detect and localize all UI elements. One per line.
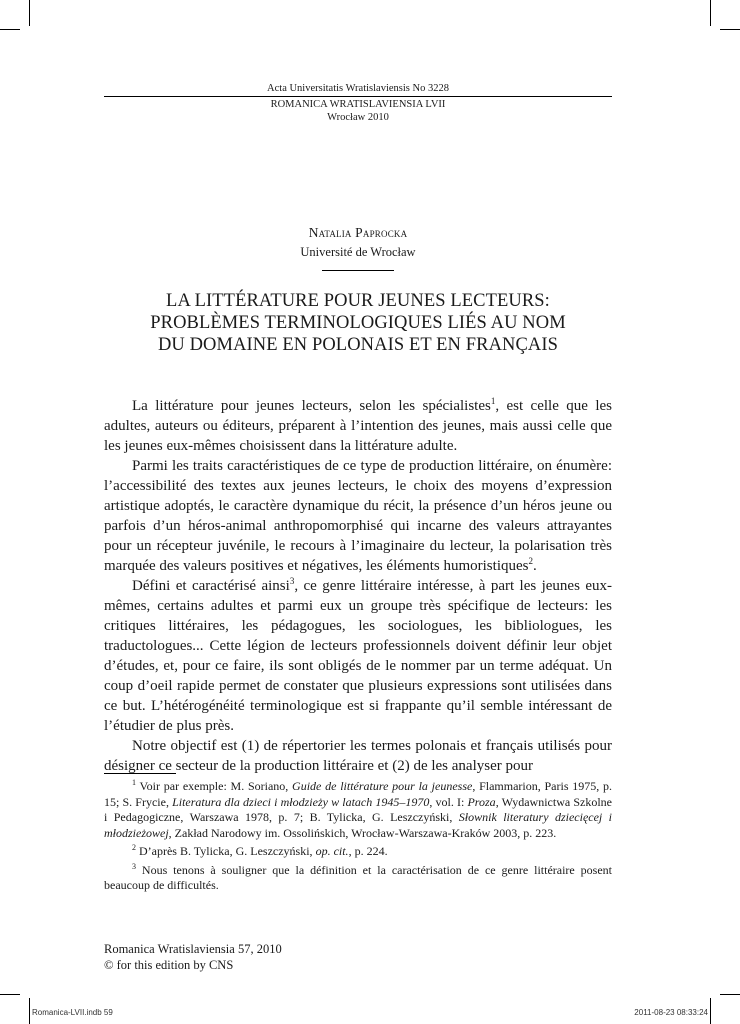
running-header [104,82,612,124]
fn1-title-1: Guide de littérature pour la jeunesse [292,779,473,793]
paragraph-3 [104,576,612,736]
fn1-text-b: , Flammarion, Paris 1975, p. 15; S. Frycie, [104,779,612,809]
footnote-ref-2: 2 [528,556,533,566]
footnote-1-number: 1 [132,778,136,787]
author-name: Natalia Paprocka [308,225,408,240]
p1-text-a: La littérature pour jeunes lecteurs, selon les spécialistes [132,398,491,414]
crop-mark-top-left-h [0,29,20,30]
crop-mark-bottom-right [710,998,711,1024]
fn1-title-3: Proza [467,794,496,809]
footnote-ref-3: 3 [289,576,295,586]
author-separator [322,270,394,271]
header-series: Acta Universitatis Wratislaviensis No 3228 [267,83,449,94]
crop-mark-bottom-left-h [0,994,20,995]
footnote-2-number: 2 [132,843,136,852]
page-footer [104,941,282,973]
fn1-title-4: Słownik literatury dziecięcej i młodzieżowej [104,810,612,840]
article-body [104,396,612,776]
header-rule [104,96,612,97]
fn1-text-c: , vol. I: [429,794,468,809]
crop-mark-bottom-right-h [720,994,740,995]
fn2-title: op. cit. [315,844,349,858]
fn1-text-a: Voir par exemple: M. Soriano, [139,779,293,793]
footnote-1 [104,779,612,841]
fn2-text-b: , p. 224. [348,844,388,858]
print-slug-timestamp: 2011-08-23 08:33:24 [634,1008,708,1017]
print-slug-file: Romanica-LVII.indb 59 [32,1008,113,1017]
paragraph-2 [104,456,612,576]
p3-text-a: Défini et caractérisé ainsi [132,578,290,594]
footnote-ref-1: 1 [490,396,496,406]
footnotes [104,779,612,894]
fn1-text-d: , Wydawnictwa Szkolne i Pedagogiczne, Warszawa 1978, p. 7; B. Tylicka, G. Leszczyński, [104,794,612,824]
author-affiliation: Université de Wrocław [300,245,416,259]
p2-text-a: Parmi les traits caractéristiques de ce type de production littéraire, on énumère: l’accessibilité des textes aux jeunes lecteurs, le choix des moyens d’expression artistique adoptés, le caractère dynamique du récit, la présence d’un héros jeune ou parfois d’un héros-animal anthropomorphisé qui incarne des valeurs attrayantes pour un récepteur juvénile, le recours à l’imaginaire du lecteur, la polarisation très marquée des valeurs positives et négatives, les éléments humoristiques [104,458,612,574]
fn1-text-e: , Zakład Narodowy im. Ossolińskich, Wrocław-Warszawa-Kraków 2003, p. 223. [168,825,557,840]
footnote-2 [104,844,612,860]
footer-journal: Romanica Wratislaviensia 57, 2010 [104,942,282,956]
fn1-title-2: Literatura dla dzieci i młodzieży w latach 1945–1970 [172,794,430,809]
p3-text-b: , ce genre littéraire intéresse, à part les jeunes eux-mêmes, certains adultes et parmi eux un groupe très spécifique de lecteurs: les critiques littéraires, les pédagogues, les sociologues, les bibliologues, les traductologues... Cette légion de lecteurs professionnels doivent définir leur objet d’études, et, pour ce faire, ils sont obligés de le nommer par un terme adéquat. Un coup d’oeil rapide permet de constater que plusieurs expressions sont utilisées dans ce but. L’hétérogénéité terminologique est si frappante qu’il semble intéressant de l’étudier de plus près. [104,578,612,734]
paragraph-4: Notre objectif est (1) de répertorier les termes polonais et français utilisés pour désigner ce secteur de la production littéraire et (2) de les analyser pour [104,738,612,774]
article-title [104,290,612,356]
title-line-3: DU DOMAINE EN POLONAIS ET EN FRANÇAIS [157,335,559,355]
p1-text-b: , est celle que les adultes, auteurs ou éditeurs, préparent à l’intention des jeunes, mais aussi celle que les jeunes eux-mêmes choisissent dans la littérature adulte. [104,398,612,454]
title-line-1: LA LITTÉRATURE POUR JEUNES LECTEURS: [166,291,550,311]
header-journal: ROMANICA WRATISLAVIENSIA LVII [270,99,446,110]
p2-text-b: . [532,558,537,574]
crop-mark-bottom-left [29,998,30,1024]
title-line-2: PROBLÈMES TERMINOLOGIQUES LIÉS AU NOM [150,313,566,333]
fn2-text-a: D’après B. Tylicka, G. Leszczyński, [139,844,316,858]
crop-mark-top-right [710,0,711,26]
footnote-3-number: 3 [132,861,136,871]
paragraph-1 [104,396,612,456]
crop-mark-top-left [29,0,30,26]
fn3-text: Nous tenons à souligner que la définition et la caractérisation de ce genre littéraire posent beaucoup de difficultés. [104,862,612,892]
crop-mark-top-right-h [720,29,740,30]
header-place-year: Wrocław 2010 [327,112,389,123]
footnote-rule [104,773,176,774]
footnote-3 [104,863,612,894]
footer-copyright: © for this edition by CNS [104,958,234,972]
